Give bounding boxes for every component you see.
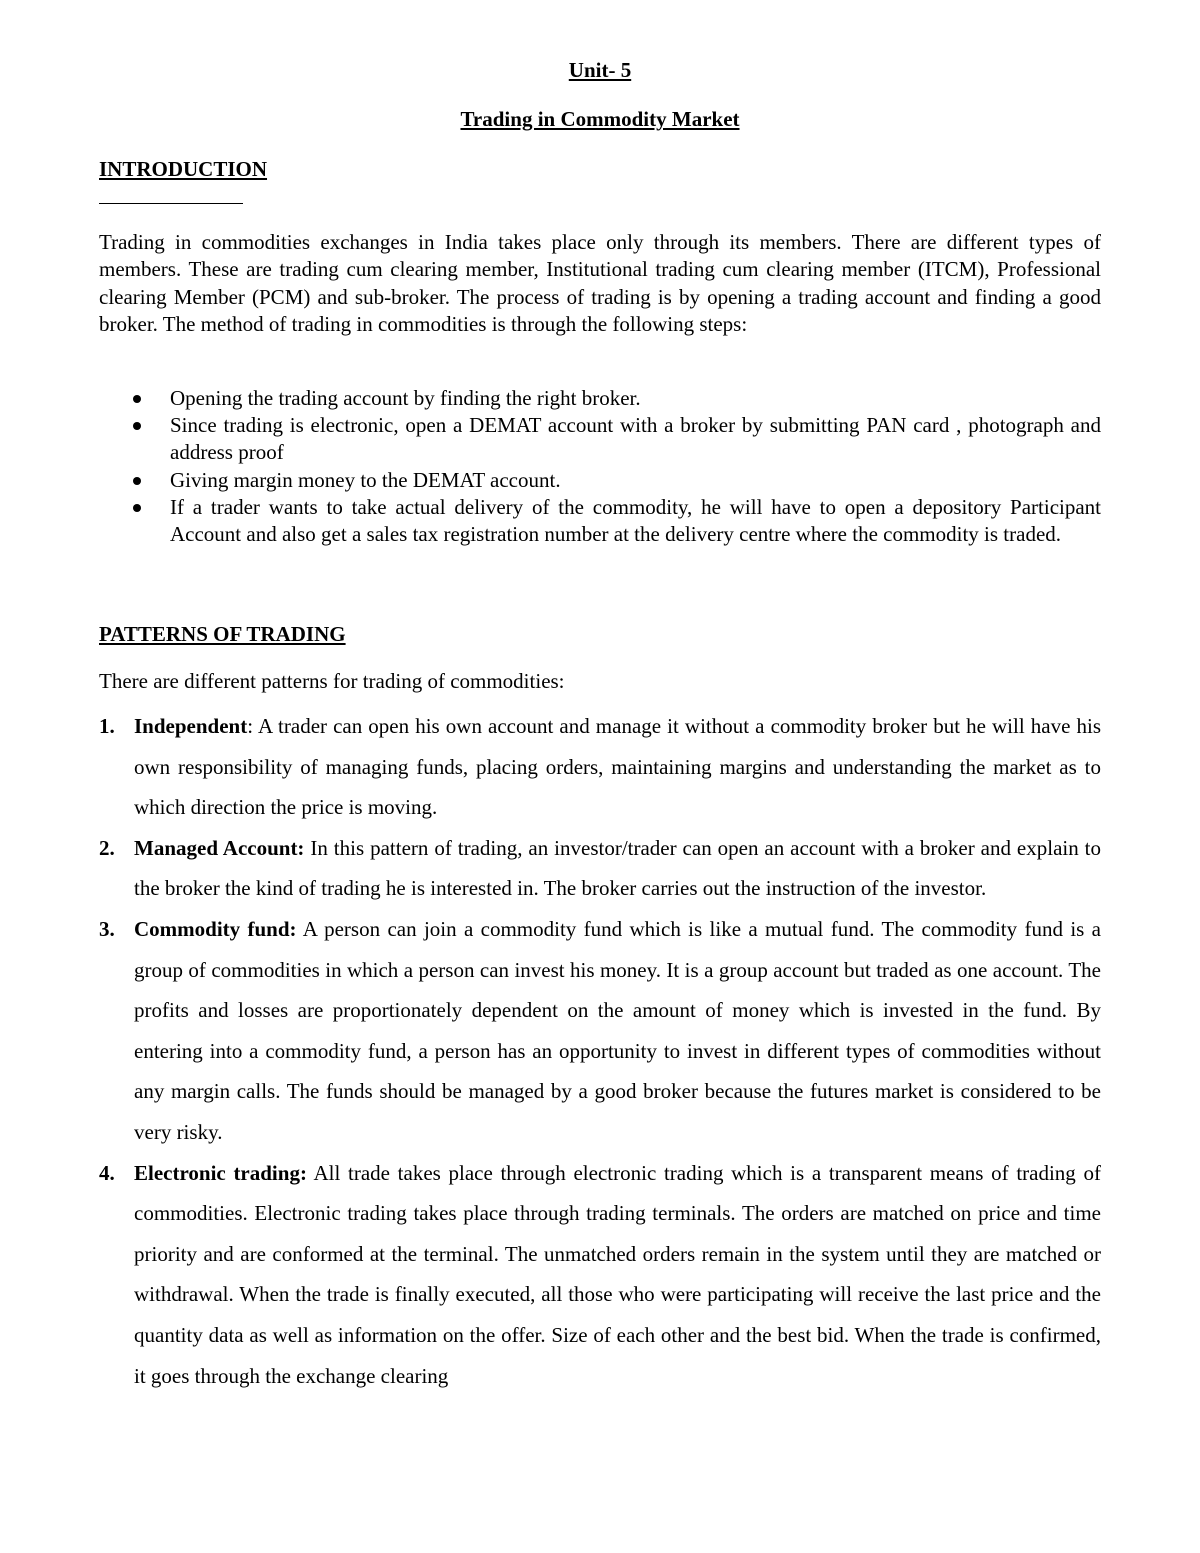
list-item (99, 828, 1101, 909)
item-term: Managed Account: (134, 835, 305, 860)
patterns-list (99, 706, 1101, 1396)
step-text: Since trading is electronic, open a DEMAT account with a broker by submitting PAN card , photograph and address proof (170, 413, 1101, 465)
item-number: 4. (99, 1160, 115, 1185)
steps-list (99, 385, 1101, 548)
step-text: If a trader wants to take actual delivery of the commodity, he will have to open a depository Participant Account and also get a sales tax registration number at the delivery centre where the commodity is traded. (170, 494, 1101, 547)
bullet-icon (133, 422, 141, 430)
step-text: Opening the trading account by finding the right broker. (170, 386, 641, 410)
list-item (99, 494, 1101, 548)
introduction-paragraph: Trading in commodities exchanges in India takes place only through its members. There are different types of members. These are trading cum clearing member, Institutional trading cum clearing member (ITCM), Professional clearing Member (PCM) and sub-broker. The process of trading is by opening a trading account and finding a good broker. The method of trading in commodities is through the following steps: (99, 230, 1101, 336)
step-text: Giving margin money to the DEMAT account. (170, 467, 561, 492)
document-title: Trading in Commodity Market (460, 107, 740, 131)
list-item (99, 1153, 1101, 1397)
patterns-intro: There are different patterns for trading of commodities: (99, 669, 565, 693)
list-item (99, 412, 1101, 466)
list-item (99, 385, 1101, 412)
unit-title: Unit- 5 (568, 58, 632, 82)
bullet-icon (133, 477, 141, 485)
introduction-heading: INTRODUCTION (99, 157, 268, 181)
bullet-icon (133, 504, 141, 512)
list-item (99, 909, 1101, 1153)
heading-rule (99, 203, 243, 204)
list-item (99, 706, 1101, 828)
item-number: 1. (99, 714, 115, 738)
item-number: 3. (99, 916, 115, 941)
bullet-icon (133, 395, 141, 403)
item-text: A person can join a commodity fund which is like a mutual fund. The commodity fund is a group of commodities in which a person can invest his money. It is a group account but traded as one account. The profits and losses are proportionately dependent on the amount of money which is invested in the fund. By entering into a commodity fund, a person has an opportunity to invest in different types of commodities without any margin calls. The funds should be managed by a good broker because the futures market is considered to be very risky. (134, 916, 1101, 1144)
patterns-heading: PATTERNS OF TRADING (99, 622, 346, 646)
list-item (99, 467, 1101, 494)
item-text: In this pattern of trading, an investor/trader can open an account with a broker and explain to the broker the kind of trading he is interested in. The broker carries out the instruction of the investor. (134, 835, 1101, 901)
item-text: : A trader can open his own account and manage it without a commodity broker but he will have his own responsibility of managing funds, placing orders, maintaining margins and understanding the market as to which direction the price is moving. (134, 714, 1101, 820)
item-term: Electronic trading: (134, 1160, 307, 1185)
item-term: Commodity fund: (134, 916, 297, 941)
item-text: All trade takes place through electronic trading which is a transparent means of trading of commodities. Electronic trading takes place through trading terminals. The orders are matched on price and time priority and are conformed at the terminal. The unmatched orders remain in the system until they are matched or withdrawal. When the trade is finally executed, all those who were participating will receive the last price and the quantity data as well as information on the offer. Size of each other and the best bid. When the trade is confirmed, it goes through the exchange clearing (134, 1160, 1101, 1388)
item-number: 2. (99, 835, 115, 860)
item-term: Independent (134, 714, 248, 738)
